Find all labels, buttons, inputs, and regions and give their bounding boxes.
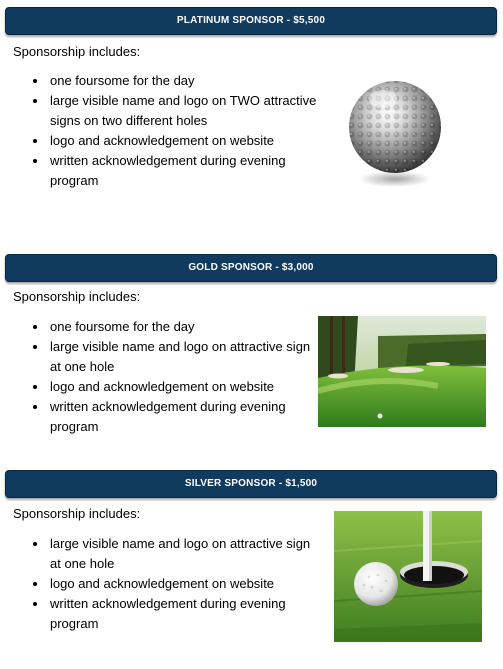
list-item: large visible name and logo on attractive sign at one hole — [32, 337, 312, 377]
list-item: written acknowledgement during evening program — [32, 594, 317, 634]
silver-intro: Sponsorship includes: — [13, 506, 141, 521]
list-item: written acknowledgement during evening program — [32, 397, 312, 437]
list-item: large visible name and logo on attractive sign at one hole — [32, 534, 317, 574]
list-item: logo and acknowledgement on website — [32, 574, 317, 594]
gold-benefits-list — [32, 317, 312, 437]
gold-intro: Sponsorship includes: — [13, 289, 141, 304]
platinum-sponsor-banner — [5, 7, 497, 35]
list-item: one foursome for the day — [32, 71, 328, 91]
list-item: logo and acknowledgement on website — [32, 131, 328, 151]
list-item: one foursome for the day — [32, 317, 312, 337]
silver-sponsor-title: SILVER SPONSOR - $1,500 — [184, 478, 318, 489]
gold-sponsor-banner — [5, 254, 497, 282]
silver-golf-ball-image — [347, 67, 443, 191]
platinum-benefits-list — [32, 71, 328, 191]
gold-sponsor-title: GOLD SPONSOR - $3,000 — [188, 262, 314, 273]
platinum-sponsor-title: PLATINUM SPONSOR - $5,500 — [176, 15, 326, 26]
platinum-intro: Sponsorship includes: — [13, 44, 141, 59]
golf-course-image — [318, 316, 486, 427]
list-item: logo and acknowledgement on website — [32, 377, 312, 397]
list-item: large visible name and logo on TWO attractive signs on two different holes — [32, 91, 328, 131]
silver-benefits-list — [32, 534, 317, 634]
silver-sponsor-banner — [5, 470, 497, 498]
golf-ball-at-hole-image — [334, 511, 482, 642]
list-item: written acknowledgement during evening program — [32, 151, 328, 191]
